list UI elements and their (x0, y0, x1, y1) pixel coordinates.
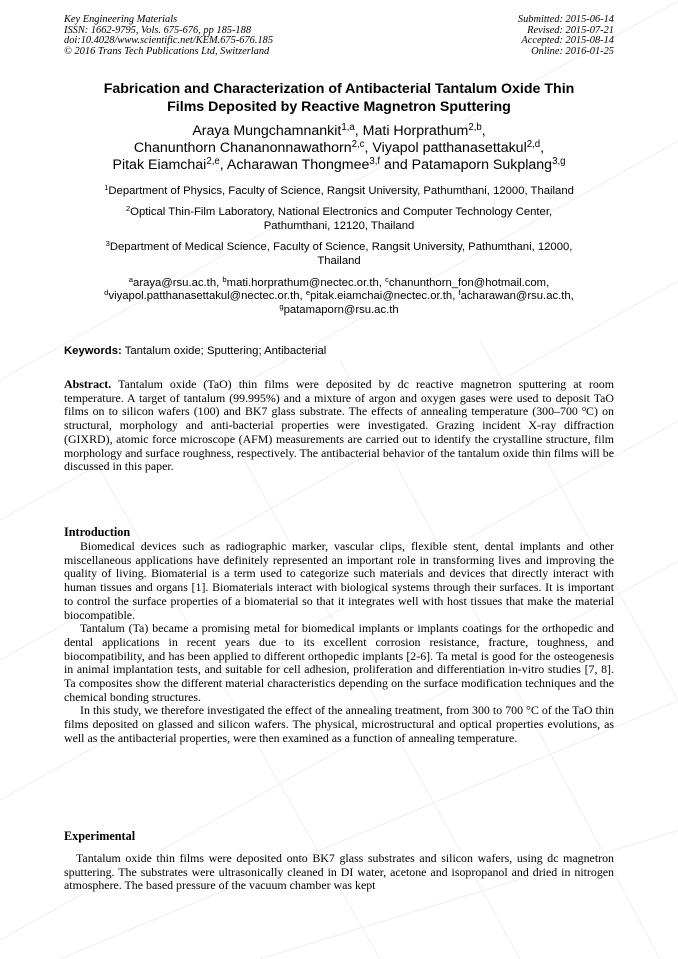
keywords (64, 344, 326, 358)
author-affiliation-mark: 2,d (526, 139, 541, 151)
email-link[interactable]: pitak.eiamchai@nectec.or.th, (310, 290, 456, 303)
section-heading-experimental: Experimental (64, 829, 136, 843)
journal-info (64, 15, 273, 57)
author-name: Mati Horprathum (362, 123, 469, 139)
paragraph: In this study, we therefore investigated the effect of the annealing treatment, from 300 to 700 °C of the TaO thin films deposited on glassed and silicon wafers. The physical, microstructural and optical properties evolutions, as well as the antibacterial properties, were then examined as a function of annealing temperature. (64, 703, 614, 745)
title-line-1: Fabrication and Characterization of Antibacterial Tantalum Oxide Thin (103, 81, 575, 97)
email-link[interactable]: mati.horprathum@nectec.or.th, (226, 277, 382, 289)
journal-issn: ISSN: 1662-9795, Vols. 675-676, pp 185-188 (64, 24, 252, 36)
author-name: Pitak Eiamchai (112, 157, 207, 173)
paper-title (40, 80, 638, 116)
journal-copyright: © 2016 Trans Tech Publications Ltd, Switzerland (64, 45, 270, 57)
paragraph: Biomedical devices such as radiographic marker, vascular clips, flexible stent, dental implants and other miscellaneous applications have definitely represented an important role in transforming lives and improving the quality of living. Biomaterial is a term used to categorize such materials and devices that directly interact with human tissues and organs [1]. Biomaterials interact with biological systems through their surfaces. It is important to control the surface properties of a biomaterial so that it integrates well with host tissues that make the material biocompatible. (64, 539, 614, 622)
keywords-text: Tantalum oxide; Sputtering; Antibacterial (124, 345, 327, 357)
keywords-label: Keywords: (64, 345, 122, 357)
author-name: Acharawan Thongmee (226, 157, 370, 173)
author-list (40, 123, 638, 174)
date-accepted: Accepted: 2015-08-14 (521, 35, 614, 47)
author-affiliation-mark: 2,b (468, 122, 482, 134)
author-name: Araya Mungchamnankit (192, 123, 342, 139)
section-heading-introduction: Introduction (64, 525, 131, 539)
author-name: Viyapol patthanasettakul (372, 140, 527, 156)
affiliation-2: $^2$Optical Thin-Film Laboratory, National Electronics and Computer Technology Center, Pathumthani, 12120, Thailand (125, 204, 553, 232)
email-link[interactable]: acharawan@rsu.ac.th, (460, 290, 574, 303)
affiliation-1: $^1$Department of Physics, Faculty of Science, Rangsit University, Pathumthani, 12000, Thailand (104, 183, 574, 197)
email-link[interactable]: viyapol.patthanasettakul@nectec.or.th, (108, 290, 303, 303)
author-name: Patamaporn Sukplang (411, 157, 553, 173)
email-link[interactable]: araya@rsu.ac.th, (133, 277, 220, 289)
publication-dates (518, 15, 614, 57)
experimental-body (64, 852, 614, 893)
email-link[interactable]: patamaporn@rsu.ac.th (283, 303, 399, 316)
author-emails: $^a$araya@rsu.ac.th, $^b$mati.horprathum@nectec.or.th, $^c$chanunthorn_fon@hotmail.com, $^d$viyapol.patthanasettakul@nectec.or.th, $^e$pitak.eiamchai@nectec.or.th, $^f$acharawan@rsu.ac.th, $^g$patamaporn@rsu.ac.th (104, 275, 574, 316)
author-affiliation-mark: 3,g (552, 156, 566, 168)
author-line-3: Pitak Eiamchai$^{2,e}$, Acharawan Thongmee$^{3,f}$ and Patamaporn Sukplang$^{3,g}$ (112, 156, 566, 173)
author-line-2: Chanunthorn Chananonnawathorn$^{2,c}$, Viyapol patthanasettakul$^{2,d}$, (133, 139, 545, 156)
author-affiliation-mark: 2,c (351, 139, 365, 151)
email-link[interactable]: chanunthorn_fon@hotmail.com, (388, 277, 550, 289)
journal-name: Key Engineering Materials (64, 14, 178, 25)
author-line-1: Araya Mungchamnankit$^{1,a}$, Mati Horprathum$^{2,b}$, (192, 122, 486, 139)
date-revised: Revised: 2015-07-21 (527, 24, 614, 36)
abstract-label: Abstract. (64, 377, 112, 391)
affiliation-3: $^3$Department of Medical Science, Faculty of Science, Rangsit University, Pathumthani, 12000, Thailand (105, 239, 573, 267)
author-affiliation-mark: 1,a (341, 122, 355, 134)
author-name: Chanunthorn Chananonnawathorn (133, 140, 352, 156)
introduction-body (64, 540, 614, 746)
abstract: Abstract. Tantalum oxide (TaO) thin films were deposited by dc reactive magnetron sputtering at room temperature. A target of tantalum (99.995%) and a mixture of argon and oxygen gases were used to deposit TaO films on to silicon wafers (100) and BK7 glass substrate. The effects of annealing temperature (300–700 $^o$C) on structural, morphology and anti-bacterial properties were investigated. Grazing incident X-ray diffraction (GIXRD), atomic force microscope (AFM) measurements are carried out to identify the crystalline structure, film morphology and surface roughness, respectively. The antibacterial behavior of the tantalum oxide thin films will be discussed in this paper. (64, 377, 614, 474)
date-online: Online: 2016-01-25 (531, 45, 614, 57)
journal-doi: doi:10.4028/www.scientific.net/KEM.675-676.185 (64, 35, 274, 47)
author-affiliation-mark: 2,e (206, 156, 220, 168)
author-affiliation-mark: 3,f (369, 156, 381, 168)
paragraph: Tantalum (Ta) became a promising metal for biomedical implants or implants coatings for the orthopedic and dental applications in recent years due to its excellent corrosion resistance, fracture, toughness, and biocompatibility, and has been applied to different orthopedic implants [2-6]. Ta metal is good for the osteogenesis in animal implantation tests, and suitable for cell adhesion, proliferation and differentiation in-vitro studies [7, 8]. Ta composites show the different material characteristics depending on the surface modification techniques and the chemical bonding structures. (64, 621, 614, 704)
date-submitted: Submitted: 2015-06-14 (517, 14, 614, 25)
paragraph: Tantalum oxide thin films were deposited onto BK7 glass substrates and silicon wafers, using dc magnetron sputtering. The substrates were ultrasonically cleaned in DI water, acetone and isopropanol and dried in nitrogen atmosphere. The based pressure of the vacuum chamber was kept (64, 851, 614, 893)
title-line-2: Films Deposited by Reactive Magnetron Sputtering (167, 99, 511, 115)
